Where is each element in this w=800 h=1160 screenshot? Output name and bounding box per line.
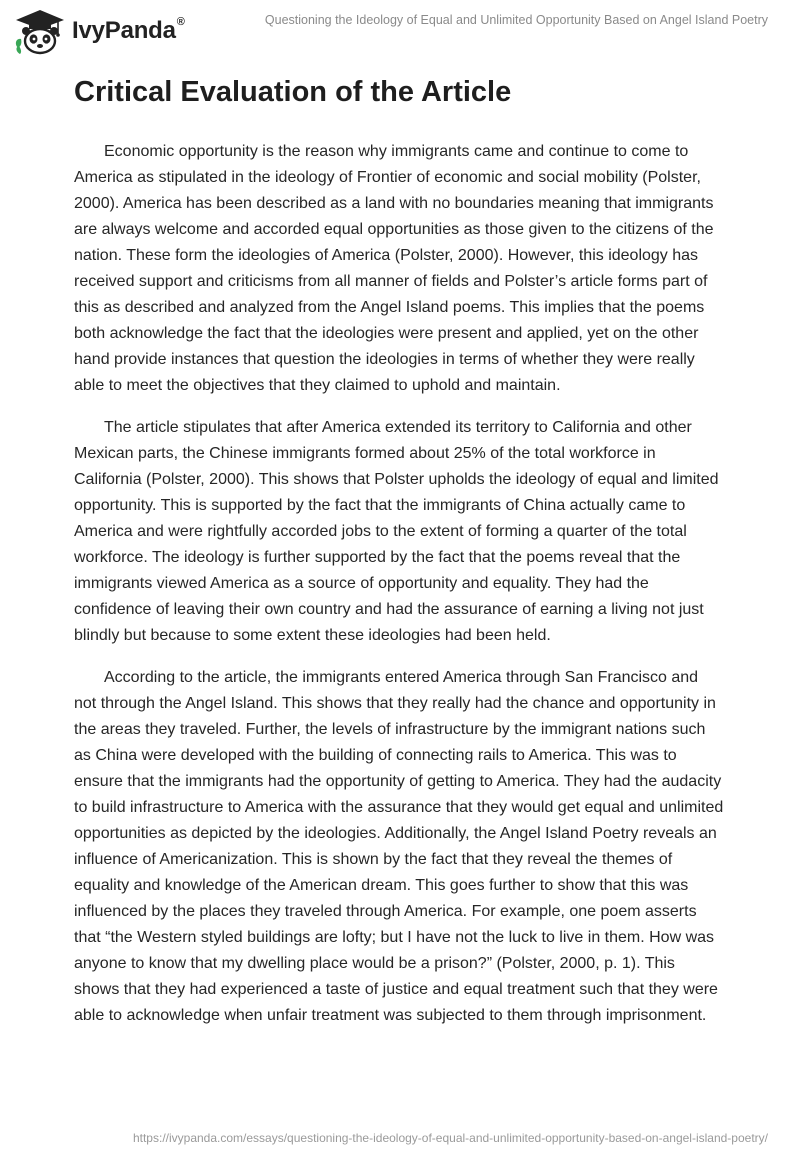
paragraph: According to the article, the immigrants entered America through San Francisco and not through the Angel Island. This shows that they really had the chance and opportunity in the areas they traveled. Further, the levels of infrastructure by the immigrant nations such as China were developed with the building of connecting rails to America. This was to ensure that the immigrants had the opportunity of getting to America. They had the audacity to build infrastructure to America with the assurance that they would get equal and unlimited opportunities as depicted by the ideologies. Additionally, the Angel Island Poetry reveals an influence of Americanization. This is shown by the fact that they reveal the themes of equality and knowledge of the American dream. This goes further to show that this was influenced by the places they traveled through America. For example, one poem asserts that “the Western styled buildings are lofty; but I have not the luck to live in them. How was anyone to know that my dwelling place would be a prison?” (Polster, 2000, p. 1). This shows that they had experienced a taste of justice and equal treatment such that they were able to acknowledge when unfair treatment was subjected to them through imprisonment.	[74, 669, 724, 1024]
document-title: Questioning the Ideology of Equal and Unlimited Opportunity Based on Angel Island Poetry	[264, 13, 768, 27]
section-heading: Critical Evaluation of the Article	[74, 76, 512, 108]
paragraph: Economic opportunity is the reason why immigrants came and continue to come to America as stipulated in the ideology of Frontier of economic and social mobility (Polster, 2000). America has been described as a land with no boundaries meaning that immigrants are always welcome and accorded equal opportunities as those given to the citizens of the nation. These form the ideologies of America (Polster, 2000). However, this ideology has received support and criticisms from all manner of fields and Polster’s article forms part of this as described and analyzed from the Angel Island poems. This implies that the poems both acknowledge the fact that the ideologies were present and applied, yet on the other hand provide instances that question the ideologies in terms of whether they were really able to meet the objectives that they claimed to uphold and maintain.	[74, 143, 714, 394]
article-body	[74, 70, 724, 1045]
logo-wordmark: IvyPanda®	[72, 16, 185, 44]
panda-graduate-icon	[12, 8, 68, 56]
ivypanda-logo[interactable]	[12, 8, 185, 56]
page-header	[0, 0, 800, 60]
paragraph: The article stipulates that after America extended its territory to California and other Mexican parts, the Chinese immigrants formed about 25% of the total workforce in California (Polster, 2000). This shows that Polster upholds the ideology of equal and limited opportunity. This is supported by the fact that the immigrants of China actually came to America and were rightfully accorded jobs to the extent of forming a quarter of the total workforce. The ideology is further supported by the fact that the poems reveal that the immigrants viewed America as a source of opportunity and equality. They had the confidence of leaving their own country and had the assurance of earning a living not just blindly but because to some extent these ideologies had been held.	[74, 419, 719, 644]
source-url[interactable]: https://ivypanda.com/essays/questioning-the-ideology-of-equal-and-unlimited-opportunity-based-on-angel-island-poetry/	[132, 1131, 768, 1145]
